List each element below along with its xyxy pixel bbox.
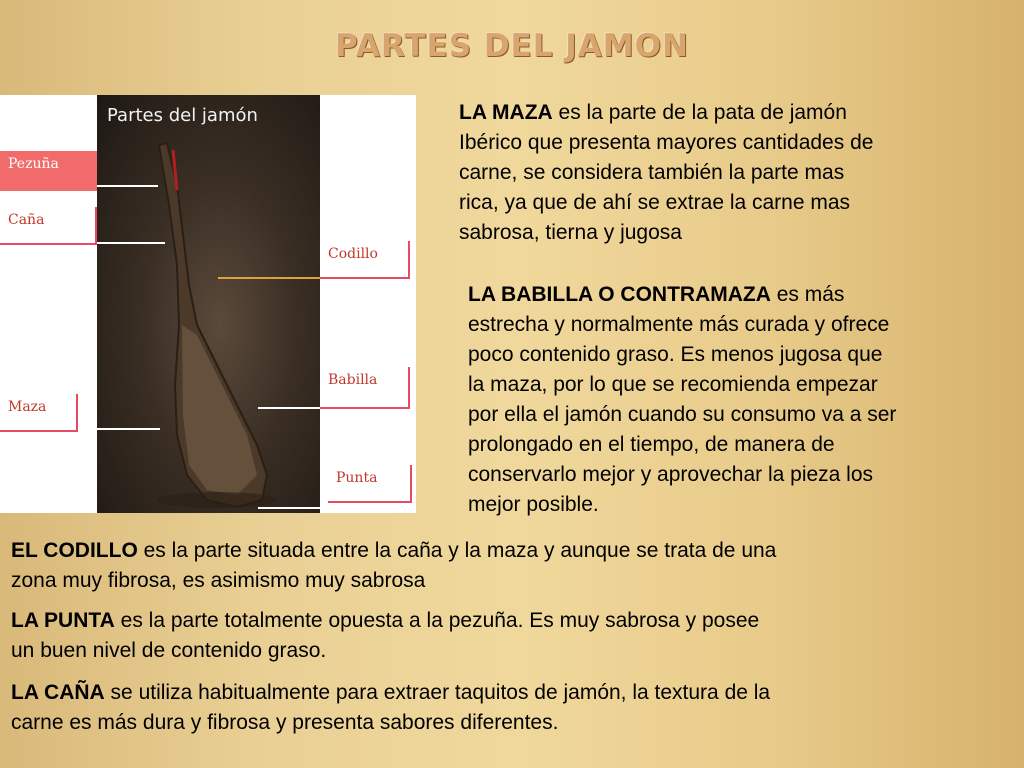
label-babilla: Babilla	[320, 367, 410, 409]
text-line: por ella el jamón cuando su consumo va a ser	[468, 403, 897, 426]
text-line	[11, 536, 991, 566]
label-maza: Maza	[0, 394, 78, 432]
text-span: es más	[770, 283, 845, 306]
text-line: Ibérico que presenta mayores cantidades de	[459, 131, 874, 154]
label-punta: Punta	[328, 465, 412, 503]
text-line: rica, ya que de ahí se extrae la carne mas	[459, 191, 851, 214]
text-span: es la parte situada entre la caña y la maza y aunque se trata de una	[137, 539, 777, 562]
text-line: la maza, por lo que se recomienda empezar	[468, 373, 878, 396]
text-span: es la parte de la pata de jamón	[552, 101, 847, 124]
paragraph-babilla	[468, 280, 988, 520]
term-punta: LA PUNTA	[11, 609, 115, 632]
text-line: poco contenido graso. Es menos jugosa que	[468, 343, 883, 366]
ham-parts-figure	[0, 95, 416, 513]
term-maza: LA MAZA	[459, 101, 553, 124]
label-pezuna: Pezuña	[0, 151, 97, 191]
paragraph-maza	[459, 98, 979, 248]
text-line: mejor posible.	[468, 493, 599, 516]
term-codillo: EL CODILLO	[11, 539, 138, 562]
paragraph-punta	[11, 606, 971, 666]
slide-title: PARTES DEL JAMON	[335, 28, 689, 64]
text-line: carne, se considera también la parte mas	[459, 161, 845, 184]
text-line: sabrosa, tierna y jugosa	[459, 221, 682, 244]
text-line	[11, 606, 971, 636]
paragraph-cana	[11, 678, 991, 738]
text-line	[468, 280, 988, 310]
label-codillo: Codillo	[320, 241, 410, 279]
text-span: se utiliza habitualmente para extraer taquitos de jamón, la textura de la	[104, 681, 771, 704]
text-line	[459, 98, 979, 128]
paragraph-codillo	[11, 536, 991, 596]
text-line	[11, 678, 991, 708]
text-span: es la parte totalmente opuesta a la pezuña. Es muy sabrosa y posee	[114, 609, 760, 632]
photo-title: Partes del jamón	[107, 105, 258, 126]
text-line: conservarlo mejor y aprovechar la pieza los	[468, 463, 874, 486]
label-cana: Caña	[0, 207, 97, 245]
text-line: estrecha y normalmente más curada y ofrece	[468, 313, 890, 336]
term-cana: LA CAÑA	[11, 681, 105, 704]
text-line: zona muy fibrosa, es asimismo muy sabrosa	[11, 569, 426, 592]
text-line: prolongado en el tiempo, de manera de	[468, 433, 835, 456]
text-line: carne es más dura y fibrosa y presenta sabores diferentes.	[11, 711, 559, 734]
text-line: un buen nivel de contenido graso.	[11, 639, 327, 662]
term-babilla: LA BABILLA O CONTRAMAZA	[468, 283, 771, 306]
